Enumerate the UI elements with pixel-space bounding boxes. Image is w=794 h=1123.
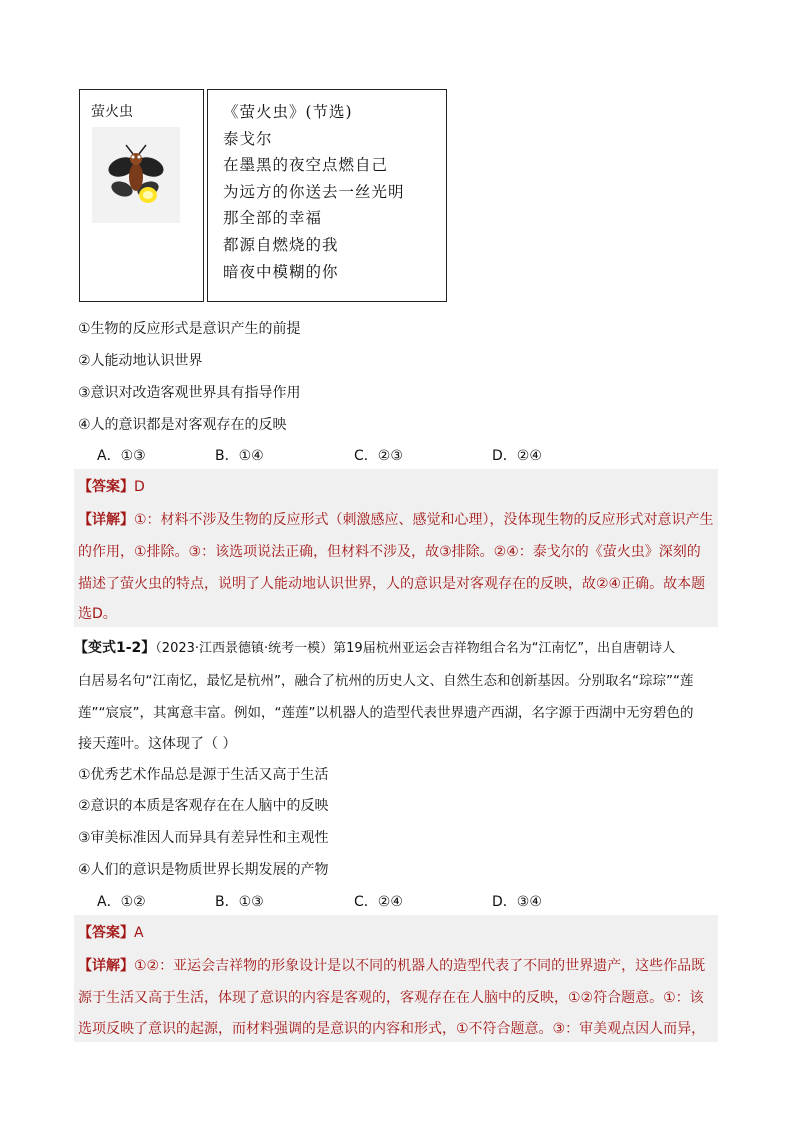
q2-item: ②意识的本质是客观存在在人脑中的反映 xyxy=(78,798,329,814)
q1-answer-block xyxy=(74,469,718,627)
q2-answer: A xyxy=(134,925,144,941)
q2-stem-line: 白居易名句“江南忆，最忆是杭州”，融合了杭州的历史人文、自然生态和创新基因。分别取名“琮琮”“莲 xyxy=(78,673,694,689)
q2-item: ③审美标准因人而异具有差异性和主观性 xyxy=(78,830,329,846)
q1-option-d: D．②④ xyxy=(492,448,542,464)
q2-item: ④人们的意识是物质世界长期发展的产物 xyxy=(78,862,329,878)
q2-option-c: C．②④ xyxy=(354,894,403,910)
answer-tag: 【答案】 xyxy=(78,925,134,941)
q1-detail-text: ①：材料不涉及生物的反应形式（刺激感应、感觉和心理），没体现生物的反应形式对意识产生 xyxy=(134,512,714,528)
firefly-icon xyxy=(92,127,180,223)
q2-stem-line: 接天莲叶。这体现了（ ） xyxy=(78,736,237,752)
q2-option-b: B．①③ xyxy=(215,894,264,910)
poem-line: 那全部的幸福 xyxy=(223,209,323,227)
q1-answer: D xyxy=(134,479,145,495)
q1-item: ②人能动地认识世界 xyxy=(78,353,203,369)
firefly-image xyxy=(92,127,180,223)
q2-answer-line xyxy=(78,922,144,942)
q1-item: ①生物的反应形式是意识产生的前提 xyxy=(78,321,301,337)
figure-left-box xyxy=(79,89,204,302)
detail-tag: 【详解】 xyxy=(78,512,134,528)
poem-line: 在墨黑的夜空点燃自己 xyxy=(223,156,389,174)
poem-line: 为远方的你送去一丝光明 xyxy=(223,183,405,201)
q1-item: ③意识对改造客观世界具有指导作用 xyxy=(78,385,301,401)
answer-tag: 【答案】 xyxy=(78,479,134,495)
poem-title: 《萤火虫》(节选) xyxy=(223,103,353,121)
q1-option-c: C．②③ xyxy=(354,448,403,464)
q2-option-d: D．③④ xyxy=(492,894,542,910)
q2-item: ①优秀艺术作品总是源于生活又高于生活 xyxy=(78,767,329,783)
q1-answer-line xyxy=(78,476,145,496)
q2-stem-line xyxy=(74,637,675,657)
figure-poem-box xyxy=(207,89,447,302)
q2-option-a: A．①② xyxy=(97,894,146,910)
q1-option-b: B．①④ xyxy=(215,448,264,464)
q1-detail-line xyxy=(78,509,714,529)
q2-detail-line xyxy=(78,955,705,975)
detail-tag: 【详解】 xyxy=(78,958,134,974)
q2-answer-block xyxy=(74,915,718,1042)
poem-line: 暗夜中模糊的你 xyxy=(223,263,339,281)
q1-detail-line: 选D。 xyxy=(78,606,117,622)
q1-option-a: A．①③ xyxy=(97,448,146,464)
q1-detail-line: 的作用，①排除。③：该选项说法正确，但材料不涉及，故③排除。②④：泰戈尔的《萤火虫》深刻的 xyxy=(78,544,701,560)
q1-detail-line: 描述了萤火虫的特点，说明了人能动地认识世界，人的意识是对客观存在的反映，故②④正确。故本题 xyxy=(78,576,706,592)
figure-left-title: 萤火虫 xyxy=(91,104,133,120)
q1-item: ④人的意识都是对客观存在的反映 xyxy=(78,417,287,433)
variant-tag: 【变式1-2】 xyxy=(74,640,156,656)
q2-stem-text: （2023·江西景德镇·统考一模）第19届杭州亚运会吉祥物组合名为“江南忆”，出自唐朝诗人 xyxy=(155,641,676,656)
q2-detail-text: ①②：亚运会吉祥物的形象设计是以不同的机器人的造型代表了不同的世界遗产，这些作品既 xyxy=(134,958,706,974)
poem-line: 都源自燃烧的我 xyxy=(223,236,339,254)
poem-author: 泰戈尔 xyxy=(223,130,273,148)
q2-detail-line: 选项反映了意识的起源，而材料强调的是意识的内容和形式，①不符合题意。③：审美观点因人而异， xyxy=(78,1021,706,1037)
q2-detail-line: 源于生活又高于生活，体现了意识的内容是客观的，客观存在在人脑中的反映，①②符合题意。①：该 xyxy=(78,990,704,1006)
q2-stem-line: 莲”“宸宸”，其寓意丰富。例如，“莲莲”以机器人的造型代表世界遗产西湖，名字源于西湖中无穷碧色的 xyxy=(78,705,694,721)
